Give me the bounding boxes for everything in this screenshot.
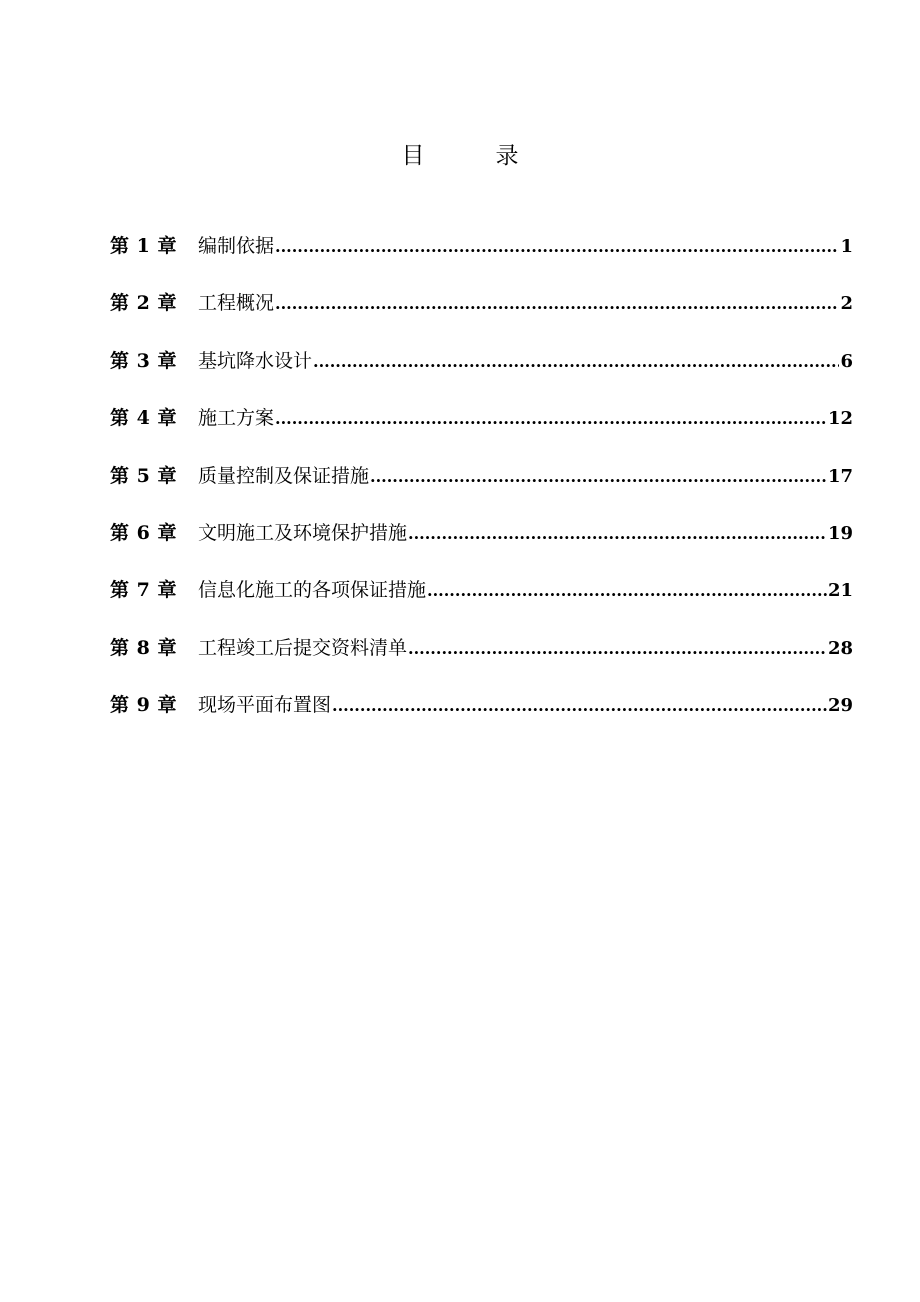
toc-entry-chapter-2[interactable] [110, 285, 853, 342]
toc-entry-chapter-6[interactable] [110, 515, 853, 572]
toc-chapter-title: 工程竣工后提交资料清单 [198, 636, 408, 659]
toc-chapter-title: 现场平面布置图 [198, 694, 332, 717]
toc-dot-leader [427, 573, 827, 609]
toc-page-number: 1 [840, 236, 853, 257]
toc-page-number: 28 [827, 637, 853, 659]
toc-dot-leader [313, 344, 839, 380]
toc-chapter-title: 编制依据 [198, 235, 275, 257]
toc-page-number: 19 [827, 522, 853, 544]
toc-dot-leader [332, 688, 827, 724]
toc-page-number: 2 [840, 293, 853, 315]
toc-page-number: 29 [827, 695, 853, 717]
toc-chapter-number: 第 8 章 [110, 636, 177, 659]
toc-chapter-title: 信息化施工的各项保证措施 [198, 579, 427, 602]
toc-chapter-number: 第 5 章 [110, 464, 177, 487]
toc-page-number: 17 [827, 465, 853, 487]
toc-chapter-number: 第 1 章 [110, 235, 177, 257]
toc-page-number: 6 [840, 350, 853, 372]
toc-title: 目 录 [401, 143, 543, 169]
toc-page-number: 12 [827, 408, 853, 430]
toc-entry-chapter-9[interactable] [110, 687, 853, 744]
toc-chapter-title: 质量控制及保证措施 [198, 464, 370, 487]
toc-chapter-title: 基坑降水设计 [198, 349, 313, 372]
toc-entry-chapter-7[interactable] [110, 572, 853, 629]
toc-entry-chapter-5[interactable] [110, 458, 853, 515]
toc-chapter-title: 工程概况 [198, 292, 275, 315]
toc-entry-chapter-4[interactable] [110, 400, 853, 457]
toc-list [110, 228, 853, 745]
toc-dot-leader [275, 229, 839, 265]
toc-dot-leader [275, 401, 827, 437]
toc-chapter-number: 第 4 章 [110, 407, 177, 430]
toc-chapter-title: 文明施工及环境保护措施 [198, 521, 408, 544]
toc-dot-leader [408, 516, 827, 552]
toc-chapter-number: 第 2 章 [110, 292, 177, 315]
toc-chapter-number: 第 3 章 [110, 349, 177, 372]
toc-dot-leader [275, 286, 839, 322]
toc-chapter-number: 第 6 章 [110, 521, 177, 544]
toc-chapter-title: 施工方案 [198, 407, 275, 430]
toc-entry-chapter-3[interactable] [110, 343, 853, 400]
toc-chapter-number: 第 9 章 [110, 694, 177, 717]
toc-page-number: 21 [827, 580, 853, 602]
toc-chapter-number: 第 7 章 [110, 579, 177, 602]
toc-dot-leader [408, 631, 827, 667]
toc-entry-chapter-1[interactable] [110, 228, 853, 285]
toc-entry-chapter-8[interactable] [110, 630, 853, 687]
toc-dot-leader [370, 459, 827, 495]
